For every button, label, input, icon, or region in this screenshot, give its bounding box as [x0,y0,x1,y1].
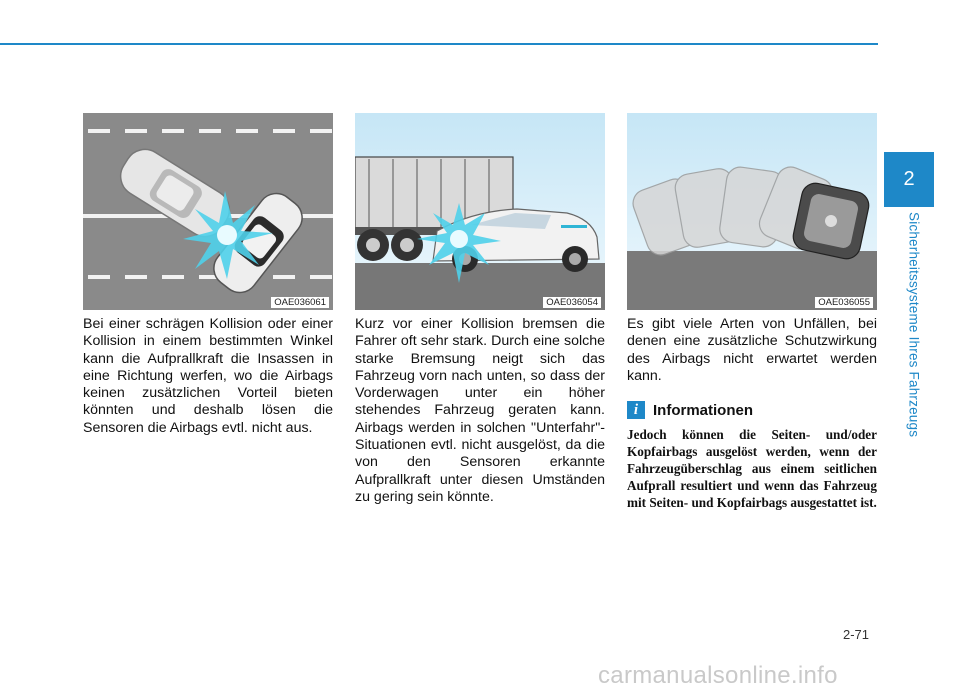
watermark: carmanualsonline.info [598,662,838,689]
figure-code: OAE036055 [815,297,873,308]
section-title-vertical [904,212,924,472]
paragraph-accident-types: Es gibt viele Arten von Unfällen, bei denen eine zusätzliche Schutzwirkung des Airbags nicht erwartet werden kann. [627,316,877,384]
oblique-collision-illustration [83,113,333,310]
figure-code: OAE036061 [271,297,329,308]
figure-oblique-collision [83,113,333,310]
info-icon: i [627,401,645,419]
figure-rollover [627,113,877,310]
header-rule [0,43,878,45]
figure-code: OAE036054 [543,297,601,308]
info-heading [627,401,877,421]
underride-collision-illustration [355,113,605,310]
figure-underride-collision [355,113,605,310]
page-number: 2-71 [843,627,870,642]
info-text: Jedoch können die Seiten- und/oder Kopfairbags ausgelöst werden, wenn der Fahrzeugüberschlag aus einem seitlichen Aufprall resultiert und wenn das Fahrzeug mit Seiten- und Kopfairbags ausgestattet ist. [627,427,877,510]
section-title: Sicherheitssysteme Ihres Fahrzeugs [906,212,922,438]
chapter-tab: 2 [884,152,934,207]
rollover-illustration [627,113,877,310]
info-title: Informationen [653,402,753,419]
paragraph-underride: Kurz vor einer Kollision bremsen die Fahrer oft sehr stark. Durch eine solche starke Bremsung neigt sich das Fahrzeug vorn nach unten, so dass der Vorderwagen unter ein höher stehendes Fahrzeug geraten kann. Airbags werden in solchen "Unterfahr"- Situationen evtl. nicht ausgelöst, da die von den Sensoren erkannte Aufprallkraft unter diesen Umständen zu gering sein könnte. [355,316,605,505]
paragraph-oblique-collision: Bei einer schrägen Kollision oder einer Kollision in einem bestimmten Winkel kann die Aufprallkraft die Insassen in eine Richtung werfen, wo die Airbags keinen zusätzlichen Vorteil bieten könnten und deshalb lösen die Sensoren die Airbags evtl. nicht aus. [83,316,333,436]
